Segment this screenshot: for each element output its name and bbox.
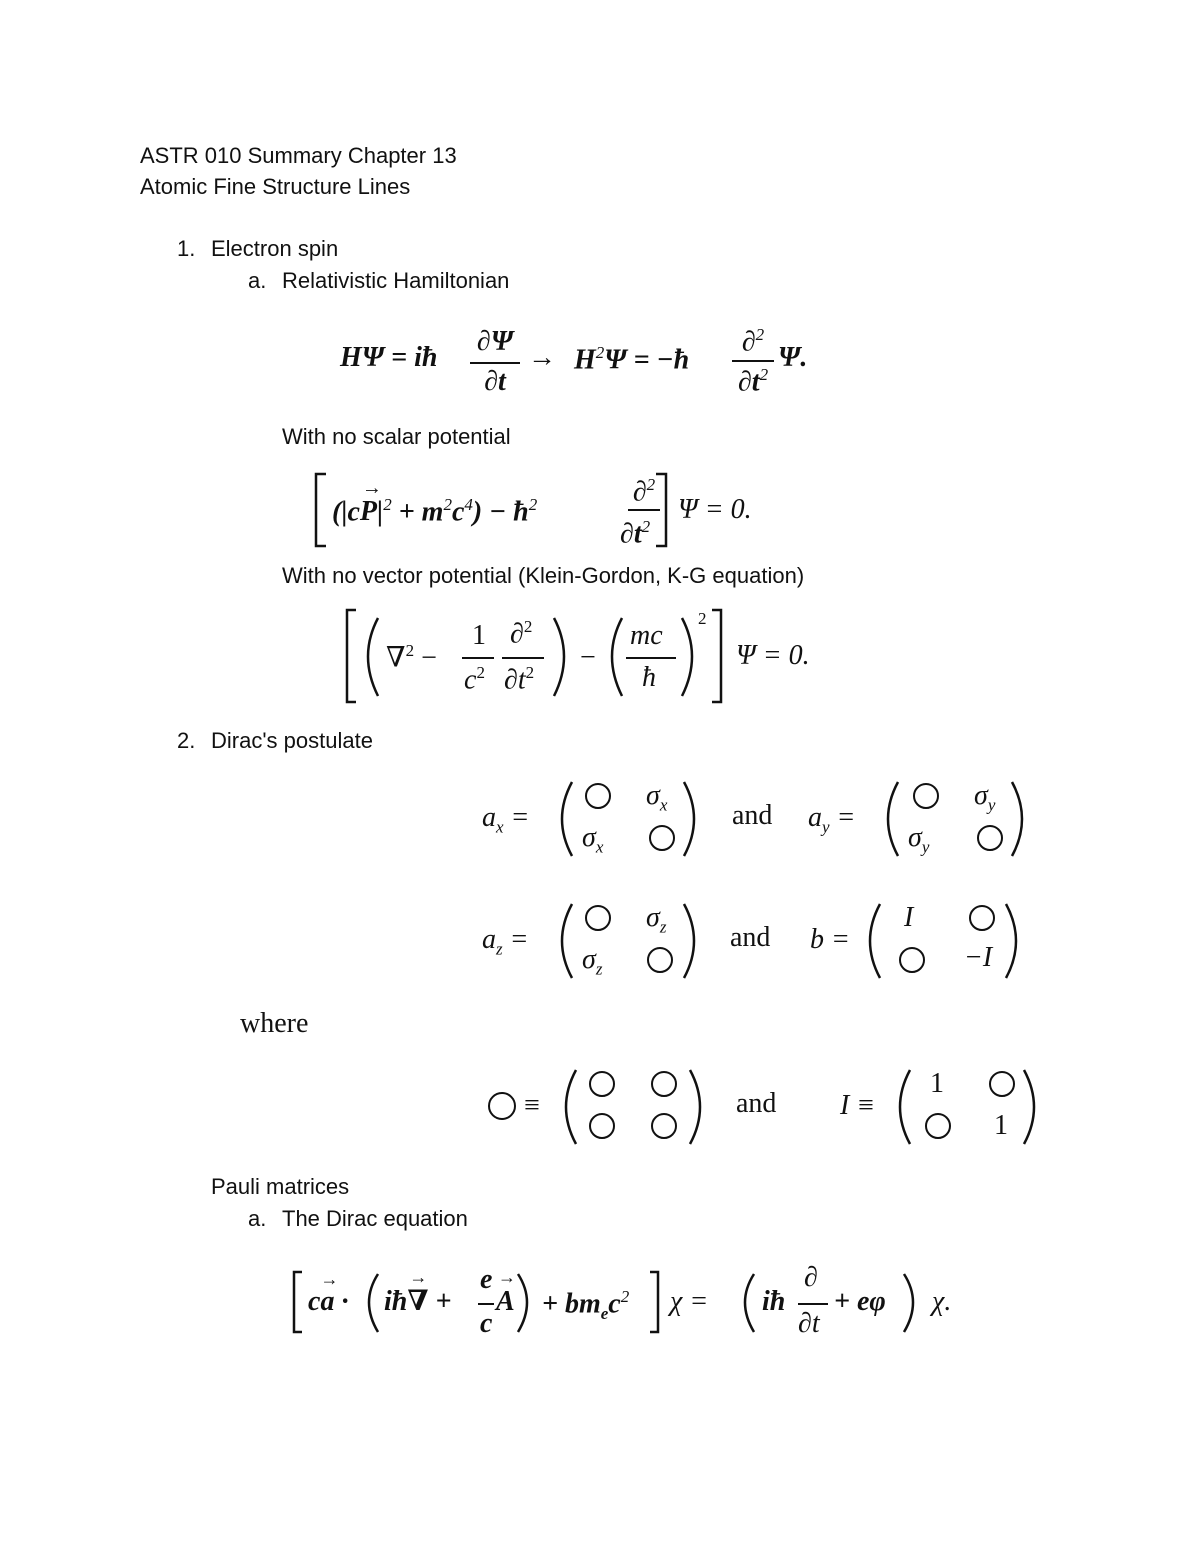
subsection-dirac-equation: The Dirac equation xyxy=(282,1206,468,1231)
section-electron-spin: Electron spin xyxy=(211,236,339,261)
list-letter-1a: a. xyxy=(248,268,267,293)
equation-hamiltonian: HΨ = iħ ∂Ψ ∂t → $H^2\Psi$ = −ħ ∂$^2$ $\partial t^2$ Ψ. xyxy=(340,325,808,398)
and-connector: and xyxy=(736,1088,777,1119)
equation-alpha-x-alpha-y: $a_x$ = $\sigma_x$ $\sigma_x$ and $a_y$ = $\sigma_y$ $\sigma_y$ xyxy=(480,776,1040,862)
and-connector: and xyxy=(730,922,771,953)
list-number-2: 2. xyxy=(177,728,196,753)
and-connector: and xyxy=(732,800,773,831)
equation-zero-identity-definitions: ≡ and I ≡ 1 1 xyxy=(484,1064,1054,1150)
caption-no-scalar-potential: With no scalar potential xyxy=(282,424,511,449)
list-letter-pauli-a: a. xyxy=(248,1206,267,1231)
list-number-1: 1. xyxy=(177,236,196,261)
equation-dirac: ca → · iħ∇ → + e c A → + $bm_ec^2$ χ = iħ ∂ ∂t + eφ χ. xyxy=(290,1262,980,1342)
equation-klein-gordon: ∇$^2$ − 1 $c^2$ ∂$^2$ $\partial t^2$ − mc ħ 2 Ψ = 0. xyxy=(344,604,844,708)
section-pauli-matrices: Pauli matrices xyxy=(211,1174,350,1199)
caption-no-vector-potential: With no vector potential (Klein-Gordon, K-G equation) xyxy=(282,563,805,588)
equation-alpha-z-beta: $a_z$ = $\sigma_z$ $\sigma_z$ and b = I −I xyxy=(480,898,1040,984)
subsection-relativistic-hamiltonian: Relativistic Hamiltonian xyxy=(282,268,510,293)
section-diracs-postulate: Dirac's postulate xyxy=(211,728,373,753)
equation-no-scalar-potential: (|cP → $|^2 + m^2c^4$) − $ħ^2$ ∂$^2$ $\partial t^2$ Ψ = 0. xyxy=(314,466,784,552)
document-title: ASTR 010 Summary Chapter 13 xyxy=(140,143,457,168)
document-subtitle: Atomic Fine Structure Lines xyxy=(140,174,411,199)
where-label: where xyxy=(240,1008,309,1039)
